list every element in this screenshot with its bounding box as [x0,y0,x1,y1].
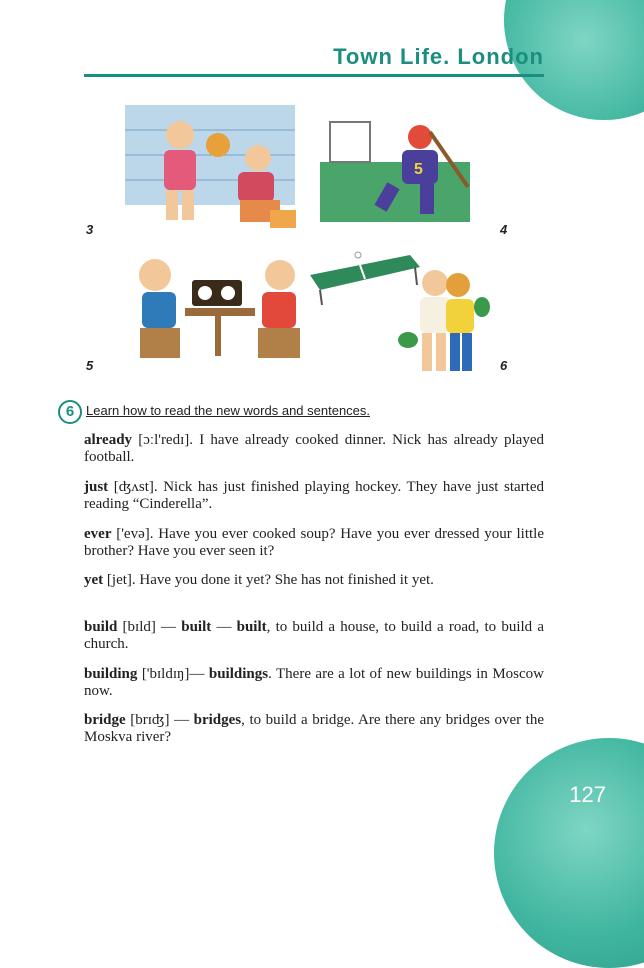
vocab-text: ['bɪldɪŋ]— [137,666,209,682]
vocab-tail: . There are a lot of new buildings in Moscow now. [84,666,544,699]
vocab-tail: , to build a bridge. Are there any bridges over the Moskva river? [84,712,544,745]
vocab-word: build [84,619,118,635]
vocab-word: already [84,432,133,448]
page-number: 127 [569,782,606,807]
illustration-chess-game [130,250,305,370]
vocab-separator: — [211,619,237,635]
corner-decoration-bottom [494,738,644,968]
vocab-word: yet [84,572,104,588]
vocab-text: [bɪld] — [117,619,182,635]
exercise-number-badge: 6 [58,400,82,424]
vocab-form-participle: built [236,619,267,635]
vocab-word: bridge [84,712,126,728]
illustration-boys-with-ball [120,100,300,240]
vocab-entry-already [84,432,544,466]
vocab-entry-just [84,479,544,513]
vocab-entry-yet [84,572,544,589]
vocab-form-plural: bridges [193,712,242,728]
vocab-form-past: built [181,619,212,635]
vocab-entry-build [84,619,544,653]
illustration-hockey-player [320,102,470,232]
vocab-text: [ɔːl'redɪ]. I have already cooked dinner. Nick has already played football. [84,432,544,465]
vocab-text: [brɪʤ] — [125,712,194,728]
vocab-text: ['evə]. Have you ever cooked soup? Have you ever dressed your little brother? Have you ever seen it? [84,526,544,559]
vocab-entry-ever [84,526,544,560]
vocab-form-plural: buildings [208,666,269,682]
vocab-tail: , to build a house, to build a road, to build a church. [84,619,544,652]
exercise-instruction: Learn how to read the new words and sentences. [86,403,371,418]
picture-number-4: 4 [500,222,508,237]
vocab-entry-building [84,666,544,700]
vocab-entry-bridge [84,712,544,746]
svg-text:5: 5 [414,161,423,178]
illustration-table-tennis [310,245,490,380]
vocab-text: [ʤʌst]. Nick has just finished playing hockey. They have just started reading “Cinderella”. [84,479,544,512]
vocab-word: ever [84,526,112,542]
picture-number-6: 6 [500,358,508,373]
vocab-text: [jet]. Have you done it yet? She has not finished it yet. [103,572,434,588]
picture-number-5: 5 [86,358,94,373]
header-divider [84,74,544,77]
vocab-word: just [84,479,109,495]
picture-number-3: 3 [86,222,94,237]
page-title: Town Life. London [333,44,544,69]
vocab-word: building [84,666,138,682]
